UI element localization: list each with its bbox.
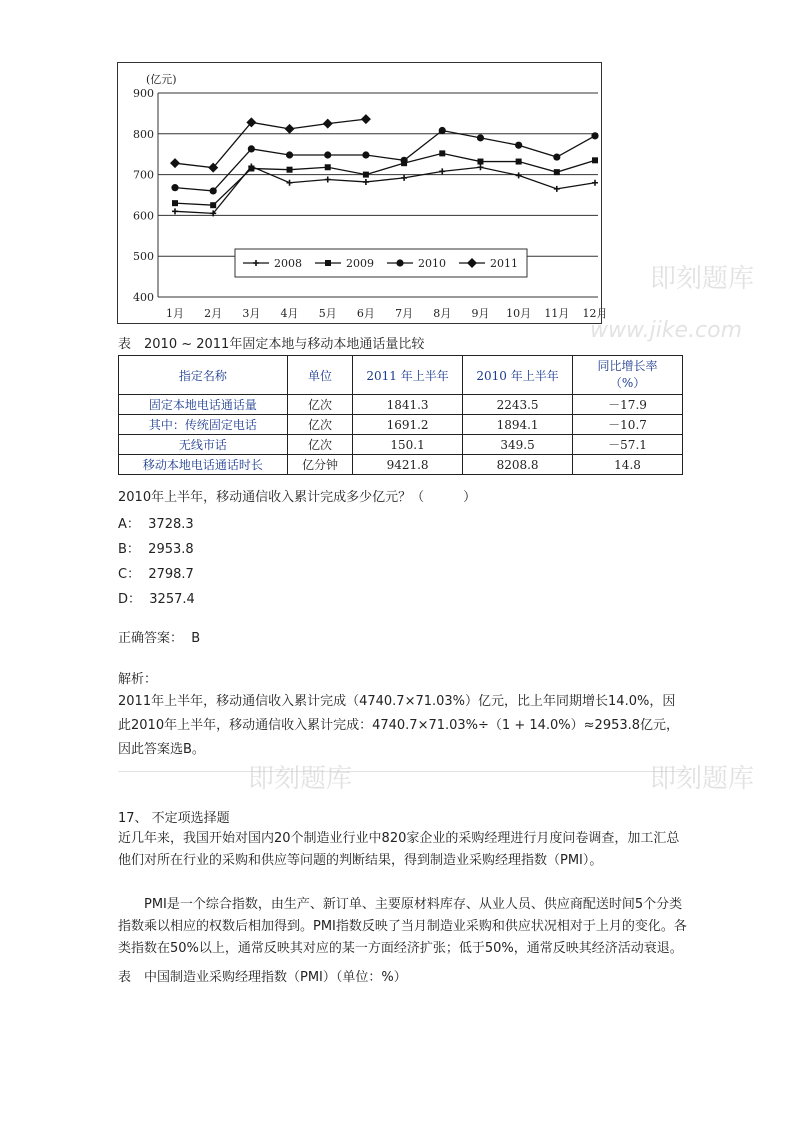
data-point: [516, 159, 522, 165]
data-point: [286, 151, 293, 158]
table-cell: 亿次: [287, 395, 352, 415]
table-cell: 1841.3: [353, 395, 463, 415]
header-cell: 2011 年上半年: [353, 356, 463, 395]
header-cell: 2010 年上半年: [463, 356, 573, 395]
table-cell: －57.1: [573, 435, 683, 455]
data-point: [325, 164, 331, 170]
x-tick-label: 12月: [582, 307, 608, 320]
legend-label: 2009: [346, 257, 374, 270]
table-cell: －10.7: [573, 415, 683, 435]
data-point: [362, 151, 369, 158]
data-point: [172, 200, 178, 206]
table-header-row: [119, 356, 683, 395]
table-row: [119, 395, 683, 415]
table-cell: 1691.2: [353, 415, 463, 435]
chart-svg: [118, 63, 608, 325]
data-point: [363, 179, 369, 185]
header-cell: 单位: [287, 356, 352, 395]
x-tick-label: 8月: [433, 307, 452, 320]
table-cell: 8208.8: [463, 455, 573, 475]
data-point: [592, 157, 598, 163]
data-point: [248, 165, 254, 171]
y-tick-label: 600: [133, 209, 154, 223]
option-b[interactable]: B： 2953.8: [118, 542, 194, 557]
data-point: [553, 153, 560, 160]
y-tick-label: 500: [133, 250, 154, 264]
data-point: [210, 187, 217, 194]
table-cell: 固定本地电话通话量: [119, 395, 288, 415]
data-point: [400, 157, 407, 164]
data-point: [591, 132, 598, 139]
legend-label: 2010: [418, 257, 446, 270]
y-tick-label: 900: [133, 87, 154, 100]
data-point: [439, 150, 445, 156]
data-point: [515, 142, 522, 149]
y-tick-label: 700: [133, 168, 154, 182]
data-point: [172, 208, 178, 214]
question-text: 2010年上半年，移动通信收入累计完成多少亿元？（ ）: [118, 490, 477, 505]
data-point: [287, 167, 293, 173]
watermark-brand: 即刻题库: [650, 264, 755, 294]
table-cell: 14.8: [573, 455, 683, 475]
header-cell: 同比增长率 （%）: [573, 356, 683, 395]
data-point: [361, 114, 371, 124]
explanation-title: 解析：: [118, 672, 158, 687]
x-tick-label: 11月: [544, 307, 570, 320]
data-point: [554, 186, 560, 192]
x-tick-label: 7月: [395, 307, 414, 320]
x-tick-label: 4月: [280, 307, 299, 320]
y-tick-label: 400: [133, 291, 154, 304]
data-point: [554, 169, 560, 175]
data-point: [323, 119, 333, 129]
table-cell: 9421.8: [353, 455, 463, 475]
table-row: [119, 435, 683, 455]
x-tick-label: 5月: [318, 307, 337, 320]
data-point: [363, 172, 369, 178]
divider: [118, 771, 688, 772]
data-point: [401, 175, 407, 181]
table-caption: 表 2010 ~ 2011年固定本地与移动本地通话量比较: [118, 337, 425, 352]
data-point: [170, 158, 180, 168]
table-cell: 亿次: [287, 415, 352, 435]
y-axis-label: (亿元): [146, 73, 177, 86]
legend-label: 2011: [490, 257, 518, 270]
q17-paragraph-1: 近几年来，我国开始对国内20个制造业行业中820家企业的采购经理进行月度问卷调查，加工汇总他们对所在行业的采购和供应等问题的判断结果，得到制造业采购经理指数（PMI）。: [118, 831, 680, 868]
data-point: [439, 168, 445, 174]
data-point: [248, 145, 255, 152]
data-point: [516, 172, 522, 178]
q17-table-caption: 表 中国制造业采购经理指数（PMI）（单位：%）: [118, 970, 407, 985]
table-cell: 无线市话: [119, 435, 288, 455]
data-point: [396, 259, 403, 266]
data-point: [324, 151, 331, 158]
header-cell: 指定名称: [119, 356, 288, 395]
x-tick-label: 10月: [506, 307, 532, 320]
data-point: [325, 260, 331, 266]
x-tick-label: 9月: [471, 307, 490, 320]
watermark-url: www.jike.com: [590, 318, 743, 343]
x-tick-label: 1月: [166, 307, 184, 320]
data-point: [592, 180, 598, 186]
table-row: [119, 455, 683, 475]
x-tick-label: 3月: [242, 307, 261, 320]
comparison-table: [118, 355, 683, 475]
data-point: [287, 180, 293, 186]
option-d[interactable]: D： 3257.4: [118, 592, 195, 607]
q17-paragraph-2: PMI是一个综合指数，由生产、新订单、主要原材料库存、从业人员、供应商配送时间5个分类指数乘以相应的权数后相加得到。PMI指数反映了当月制造业采购和供应状况相对于上月的变化。各类指数在50%以上，通常反映其对应的某一方面经济扩张；低于50%，通常反映其经济活动衰退。: [118, 897, 687, 956]
data-point: [325, 176, 331, 182]
data-point: [439, 127, 446, 134]
q17-title: 17、 不定项选择题: [118, 811, 230, 826]
correct-answer: 正确答案： B: [118, 631, 201, 646]
table-cell: －17.9: [573, 395, 683, 415]
line-chart: [117, 62, 608, 324]
table-cell: 2243.5: [463, 395, 573, 415]
legend-label: 2008: [274, 257, 302, 270]
data-point: [285, 124, 295, 134]
series-line: [175, 166, 595, 213]
data-point: [477, 134, 484, 141]
table-cell: 150.1: [353, 435, 463, 455]
watermark-brand: 即刻题库: [248, 764, 353, 794]
x-tick-label: 6月: [356, 307, 375, 320]
data-point: [171, 184, 178, 191]
option-c[interactable]: C： 2798.7: [118, 567, 194, 582]
table-cell: 1894.1: [463, 415, 573, 435]
table-cell: 移动本地电话通话时长: [119, 455, 288, 475]
data-point: [210, 202, 216, 208]
table-cell: 349.5: [463, 435, 573, 455]
option-a[interactable]: A： 3728.3: [118, 517, 194, 532]
table-row: [119, 415, 683, 435]
watermark-brand: 即刻题库: [650, 764, 755, 794]
x-tick-label: 2月: [204, 307, 223, 320]
data-point: [477, 159, 483, 165]
table-cell: 其中：传统固定电话: [119, 415, 288, 435]
data-point: [477, 164, 483, 170]
table-cell: 亿次: [287, 435, 352, 455]
series-line: [175, 119, 366, 168]
table-cell: 亿分钟: [287, 455, 352, 475]
y-tick-label: 800: [133, 127, 154, 141]
explanation-text: 2011年上半年，移动通信收入累计完成（4740.7×71.03%）亿元，比上年同期增长14.0%，因此2010年上半年，移动通信收入累计完成：4740.7×71.03%÷（1 + 14.0%）≈2953.8亿元，因此答案选B。: [118, 694, 680, 757]
